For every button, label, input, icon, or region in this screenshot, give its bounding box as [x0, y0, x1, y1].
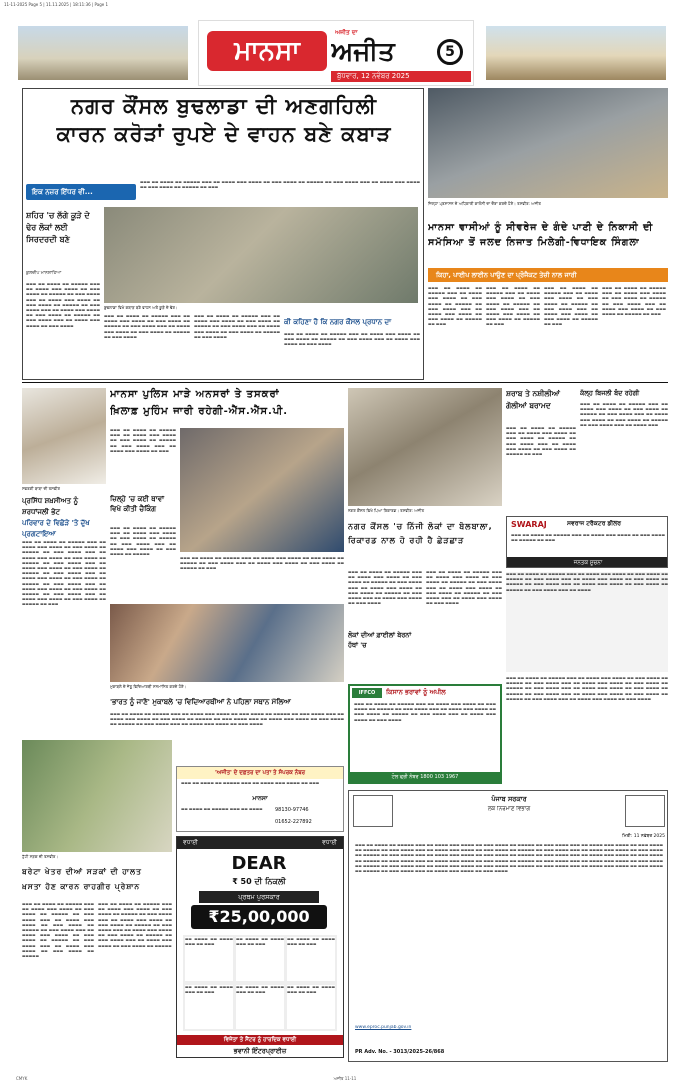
footer-left-mark: CMYK: [16, 1076, 28, 1081]
police-body-col-2: ▬▬▬ ▬▬ ▬▬▬▬ ▬▬ ▬▬▬▬▬ ▬▬▬ ▬▬ ▬▬▬▬ ▬▬▬ ▬▬▬▬ ▬▬ ▬▬▬ ▬▬▬▬ ▬▬ ▬▬▬▬▬ ▬▬ ▬▬▬ ▬▬▬▬ ▬▬▬ ▬▬ ▬▬▬▬ ▬▬▬ ▬▬▬▬ ▬▬ ▬▬▬ ▬▬▬▬ ▬▬ ▬▬▬▬▬: [110, 526, 176, 557]
page-number: 5: [437, 39, 463, 65]
competition-headline: 'ਭਾਰਤ ਨੂੰ ਜਾਣੋ' ਮੁਕਾਬਲੇ 'ਚ ਵਿਦਿਆਰਥੀਆਂ ਨੇ ਪਹਿਲਾ ਸਥਾਨ ਮੱਲਿਆ: [110, 698, 291, 706]
appeal-title: ਕਿਸਾਨ ਭਰਾਵਾਂ ਨੂੰ ਅਪੀਲ: [386, 688, 446, 696]
office-city: ਮਾਨਸਾ: [252, 795, 268, 802]
road-photo: [22, 740, 172, 852]
lead-body-col-2: ▬▬▬ ▬▬ ▬▬▬▬ ▬▬ ▬▬▬▬▬ ▬▬▬ ▬▬ ▬▬▬▬ ▬▬▬ ▬▬▬▬ ▬▬ ▬▬▬ ▬▬▬▬ ▬▬ ▬▬▬▬▬ ▬▬ ▬▬▬ ▬▬▬▬ ▬▬▬ ▬▬ ▬▬▬▬ ▬▬▬ ▬▬▬▬ ▬▬ ▬▬▬ ▬▬▬▬ ▬▬ ▬▬▬▬▬ ▬▬ ▬▬▬ ▬▬▬▬: [104, 314, 190, 339]
council-sub-headline: ਲੋਕਾਂ ਦੀਆਂ ਫ਼ਾਈਲਾਂ ਬੇਰਨਾਂ ਹੱਥਾਂ 'ਚ: [348, 630, 422, 654]
footer-center-mark: ਅਜੀਤ 11-11: [333, 1076, 357, 1081]
road-headline-line-2: ਖ਼ਸਤਾ ਹੋਣ ਕਾਰਨ ਰਾਹਗੀਰ ਪ੍ਰੇਸ਼ਾਨ: [22, 882, 141, 891]
lead-headline-line-1: ਨਗਰ ਕੌਂਸਲ ਬੁਢਲਾਡਾ ਦੀ ਅਣਗਹਿਲੀ: [71, 94, 377, 118]
appeal-body: ▬▬▬ ▬▬ ▬▬▬▬ ▬▬ ▬▬▬▬▬ ▬▬▬ ▬▬ ▬▬▬▬ ▬▬▬ ▬▬▬▬ ▬▬ ▬▬▬ ▬▬▬▬ ▬▬ ▬▬▬▬▬ ▬▬ ▬▬▬ ▬▬▬▬ ▬▬▬ ▬▬ ▬▬▬▬ ▬▬▬ ▬▬▬▬ ▬▬ ▬▬▬ ▬▬▬▬ ▬▬ ▬▬▬▬▬ ▬▬ ▬▬▬ ▬▬▬▬ ▬▬▬ ▬▬ ▬▬▬▬ ▬▬▬ ▬▬▬▬ ▬▬ ▬▬▬ ▬▬▬▬: [354, 702, 496, 722]
lottery-brand: DEAR: [231, 853, 287, 874]
obituary-headline: [22, 496, 106, 538]
notice-link[interactable]: www.eproc.punjab.gov.in: [355, 1025, 412, 1030]
road-body-col-1: ▬▬▬ ▬▬ ▬▬▬▬ ▬▬ ▬▬▬▬▬ ▬▬▬ ▬▬ ▬▬▬▬ ▬▬▬ ▬▬▬▬ ▬▬ ▬▬▬ ▬▬▬▬ ▬▬ ▬▬▬▬▬ ▬▬ ▬▬▬ ▬▬▬▬ ▬▬▬ ▬▬ ▬▬▬▬ ▬▬▬ ▬▬▬▬ ▬▬ ▬▬▬ ▬▬▬▬ ▬▬ ▬▬▬▬▬ ▬▬ ▬▬▬ ▬▬▬▬ ▬▬▬ ▬▬ ▬▬▬▬ ▬▬▬ ▬▬▬▬ ▬▬ ▬▬▬ ▬▬▬▬ ▬▬ ▬▬▬▬▬ ▬▬ ▬▬▬ ▬▬▬▬ ▬▬▬ ▬▬ ▬▬▬▬ ▬▬▬ ▬▬▬▬ ▬▬ ▬▬▬ ▬▬▬▬ ▬▬ ▬▬▬▬▬: [22, 902, 94, 959]
lottery-agency: ਭਵਾਨੀ ਇੰਟਰਪ੍ਰਾਈਜ਼: [233, 1047, 287, 1055]
appeal-logo: IFFCO: [352, 688, 382, 698]
office-box: [176, 766, 344, 832]
notice-footer: PR Adv. No. - 3013/2025-26/868: [355, 1049, 445, 1055]
paper-name: ਅਜੀਤ: [331, 37, 395, 67]
swaraj-strip: ਜਨਤਕ ਸੂਚਨਾ: [507, 557, 668, 568]
obituary-headline-main: ਪ੍ਰਸਿੱਧ ਸ਼ਖ਼ਸੀਅਤ ਨੂੰ ਸ਼ਰਧਾਂਜਲੀ ਭੇਟ: [22, 497, 78, 516]
council-photo-caption: ਨਗਰ ਕੌਂਸਲ ਵਿਖੇ ਪਿਆ ਰਿਕਾਰਡ। ਤਸਵੀਰ: ਅਜੀਤ: [348, 508, 425, 513]
council-photo: [348, 388, 502, 506]
lottery-winner-card: ▬▬ ▬▬▬▬ ▬▬ ▬▬▬▬ ▬▬▬ ▬▬ ▬▬▬: [236, 985, 284, 1029]
lead-tag: ਇਕ ਨਜ਼ਰ ਇੱਧਰ ਵੀ...: [26, 184, 136, 200]
sewerage-headline-line-1: ਮਾਨਸਾ ਵਾਸੀਆਂ ਨੂੰ ਸੀਵਰੇਜ ਦੇ ਗੰਦੇ ਪਾਣੀ ਦੇ ਨਿਕਾਸੀ ਦੀ: [428, 222, 654, 233]
obituary-headline-sub: ਪਰਿਵਾਰ ਦੇ ਵਿਛੋੜੇ 'ਤੇ ਦੁੱਖ ਪ੍ਰਗਟਾਇਆ: [22, 519, 90, 538]
notice-left-emblem: [353, 795, 393, 827]
police-headline-line-1: ਮਾਨਸਾ ਪੁਲਿਸ ਮਾੜੇ ਅਨਸਰਾਂ ਤੇ ਤਸਕਰਾਂ: [110, 389, 280, 400]
sewerage-photo: [428, 88, 668, 198]
sewerage-headline: [428, 220, 668, 264]
right-notice-body: ▬▬▬ ▬▬ ▬▬▬▬ ▬▬ ▬▬▬▬▬ ▬▬▬ ▬▬ ▬▬▬▬ ▬▬▬ ▬▬▬▬ ▬▬ ▬▬▬ ▬▬▬▬ ▬▬ ▬▬▬▬▬ ▬▬ ▬▬▬ ▬▬▬▬ ▬▬▬ ▬▬ ▬▬▬▬ ▬▬▬ ▬▬▬▬ ▬▬ ▬▬▬ ▬▬▬▬ ▬▬ ▬▬▬▬▬ ▬▬ ▬▬▬ ▬▬▬▬ ▬▬▬ ▬▬ ▬▬▬▬ ▬▬▬ ▬▬▬▬ ▬▬ ▬▬▬ ▬▬▬▬ ▬▬ ▬▬▬▬▬ ▬▬ ▬▬▬ ▬▬▬▬ ▬▬▬ ▬▬ ▬▬▬▬ ▬▬▬ ▬▬▬▬ ▬▬ ▬▬▬ ▬▬▬▬ ▬▬ ▬▬▬▬▬ ▬▬ ▬▬▬ ▬▬▬▬ ▬▬▬ ▬▬ ▬▬▬▬ ▬▬▬ ▬▬▬▬ ▬▬ ▬▬▬ ▬▬▬▬: [506, 676, 668, 701]
police-photo: [180, 428, 344, 552]
sewerage-photo-caption: ਜ਼ਿਲ੍ਹਾ ਪ੍ਰਸ਼ਾਸਨ ਦੇ ਅਧਿਕਾਰੀ ਕਾਲੋਨੀ ਦਾ ਦੌਰਾ ਕਰਦੇ ਹੋਏ। ਤਸਵੀਰ: ਅਜੀਤ: [428, 201, 541, 206]
lead-side-headline: ਸ਼ਹਿਰ 'ਚ ਲੱਗੇ ਕੂੜੇ ਦੇ ਢੇਰ ਲੋਕਾਂ ਲਈ ਸਿਰਦਰਦੀ ਬਣੇ: [26, 211, 90, 244]
public-notice: [348, 790, 668, 1062]
obituary-photo-caption: ਸਵਰਗੀ ਬਾਬਾ ਦੀ ਤਸਵੀਰ: [22, 486, 60, 491]
right-brief-headline: ਕੱਲ੍ਹ ਬਿਜਲੀ ਬੰਦ ਰਹੇਗੀ: [580, 389, 640, 397]
notice-right-emblem: [625, 795, 665, 827]
lottery-greeting-bar: [177, 837, 343, 849]
date-line: ਬੁੱਧਵਾਰ, 12 ਨਵੰਬਰ 2025: [331, 71, 471, 82]
lottery-winner-card: ▬▬ ▬▬▬▬ ▬▬ ▬▬▬▬ ▬▬▬ ▬▬ ▬▬▬: [287, 937, 335, 981]
lead-subhead: ਕੀ ਕਹਿਣਾ ਹੈ ਕਿ ਨਗਰ ਕੌਂਸਲ ਪ੍ਰਧਾਨ ਦਾ: [284, 318, 392, 326]
lottery-ad: [176, 836, 344, 1058]
council-headline-line-1: ਨਗਰ ਕੌਂਸਲ 'ਚ ਨਿੱਜੀ ਲੋਕਾਂ ਦਾ ਬੋਲਬਾਲਾ,: [348, 522, 493, 531]
lottery-winners-grid: [183, 935, 337, 1031]
notice-body: ▬▬▬ ▬▬ ▬▬▬▬ ▬▬ ▬▬▬▬▬ ▬▬▬ ▬▬ ▬▬▬▬ ▬▬▬ ▬▬▬▬ ▬▬ ▬▬▬ ▬▬▬▬ ▬▬ ▬▬▬▬▬ ▬▬ ▬▬▬ ▬▬▬▬ ▬▬▬ ▬▬ ▬▬▬▬ ▬▬▬ ▬▬▬▬ ▬▬ ▬▬▬ ▬▬▬▬ ▬▬ ▬▬▬▬▬ ▬▬ ▬▬▬ ▬▬▬▬ ▬▬▬ ▬▬ ▬▬▬▬ ▬▬▬ ▬▬▬▬ ▬▬ ▬▬▬ ▬▬▬▬ ▬▬ ▬▬▬▬▬ ▬▬ ▬▬▬ ▬▬▬▬ ▬▬▬ ▬▬ ▬▬▬▬ ▬▬▬ ▬▬▬▬ ▬▬ ▬▬▬ ▬▬▬▬ ▬▬ ▬▬▬▬▬ ▬▬ ▬▬▬ ▬▬▬▬ ▬▬▬ ▬▬ ▬▬▬▬ ▬▬▬ ▬▬▬▬ ▬▬ ▬▬▬ ▬▬▬▬ ▬▬ ▬▬▬▬▬ ▬▬ ▬▬▬ ▬▬▬▬ ▬▬▬ ▬▬ ▬▬▬▬ ▬▬▬ ▬▬▬▬ ▬▬ ▬▬▬ ▬▬▬▬ ▬▬ ▬▬▬▬▬ ▬▬ ▬▬▬ ▬▬▬▬ ▬▬▬ ▬▬ ▬▬▬▬ ▬▬▬ ▬▬▬▬ ▬▬ ▬▬▬ ▬▬▬▬ ▬▬ ▬▬▬▬▬ ▬▬ ▬▬▬ ▬▬▬▬ ▬▬▬ ▬▬ ▬▬▬▬ ▬▬▬ ▬▬▬▬ ▬▬ ▬▬▬ ▬▬▬▬ ▬▬ ▬▬▬▬▬ ▬▬ ▬▬▬ ▬▬▬▬ ▬▬▬ ▬▬ ▬▬▬▬ ▬▬▬ ▬▬▬▬ ▬▬ ▬▬▬ ▬▬▬▬ ▬▬ ▬▬▬▬▬ ▬▬ ▬▬▬ ▬▬▬▬ ▬▬▬ ▬▬ ▬▬▬▬ ▬▬▬ ▬▬▬▬ ▬▬ ▬▬▬ ▬▬▬▬ ▬▬ ▬▬▬▬▬ ▬▬ ▬▬▬ ▬▬▬▬ ▬▬▬ ▬▬ ▬▬▬▬ ▬▬▬ ▬▬▬▬ ▬▬ ▬▬▬ ▬▬▬▬: [355, 843, 663, 874]
competition-body: ▬▬▬ ▬▬ ▬▬▬▬ ▬▬ ▬▬▬▬▬ ▬▬▬ ▬▬ ▬▬▬▬ ▬▬▬ ▬▬▬▬ ▬▬ ▬▬▬ ▬▬▬▬ ▬▬ ▬▬▬▬▬ ▬▬ ▬▬▬ ▬▬▬▬ ▬▬▬ ▬▬ ▬▬▬▬ ▬▬▬ ▬▬▬▬ ▬▬ ▬▬▬ ▬▬▬▬ ▬▬ ▬▬▬▬▬ ▬▬ ▬▬▬ ▬▬▬▬ ▬▬▬ ▬▬ ▬▬▬▬ ▬▬▬ ▬▬▬▬ ▬▬ ▬▬▬ ▬▬▬▬ ▬▬ ▬▬▬▬▬ ▬▬ ▬▬▬ ▬▬▬▬ ▬▬▬ ▬▬ ▬▬▬▬ ▬▬▬ ▬▬▬▬ ▬▬ ▬▬▬ ▬▬▬▬: [110, 712, 344, 727]
swaraj-ad: [506, 516, 668, 568]
police-body-col-1: ▬▬▬ ▬▬ ▬▬▬▬ ▬▬ ▬▬▬▬▬ ▬▬▬ ▬▬ ▬▬▬▬ ▬▬▬ ▬▬▬▬ ▬▬ ▬▬▬ ▬▬▬▬ ▬▬ ▬▬▬▬▬ ▬▬ ▬▬▬ ▬▬▬▬ ▬▬▬ ▬▬ ▬▬▬▬ ▬▬▬ ▬▬▬▬ ▬▬ ▬▬▬: [110, 428, 176, 453]
swaraj-dealer: ਸਵਰਾਜ ਟਰੈਕਟਰ ਡੀਲਰ: [567, 520, 621, 527]
police-headline: [110, 386, 344, 426]
lead-body-col-4: ▬▬▬ ▬▬ ▬▬▬▬ ▬▬ ▬▬▬▬▬ ▬▬▬ ▬▬ ▬▬▬▬ ▬▬▬ ▬▬▬▬ ▬▬ ▬▬▬ ▬▬▬▬ ▬▬ ▬▬▬▬▬ ▬▬ ▬▬▬ ▬▬▬▬ ▬▬▬ ▬▬ ▬▬▬▬ ▬▬▬ ▬▬▬▬ ▬▬ ▬▬▬ ▬▬▬▬: [284, 332, 420, 347]
obituary-photo: [22, 388, 106, 484]
sewerage-body-col-2: ▬▬▬ ▬▬ ▬▬▬▬ ▬▬ ▬▬▬▬▬ ▬▬▬ ▬▬ ▬▬▬▬ ▬▬▬ ▬▬▬▬ ▬▬ ▬▬▬ ▬▬▬▬ ▬▬ ▬▬▬▬▬ ▬▬ ▬▬▬ ▬▬▬▬ ▬▬▬ ▬▬ ▬▬▬▬ ▬▬▬ ▬▬▬▬ ▬▬ ▬▬▬ ▬▬▬▬ ▬▬ ▬▬▬▬▬ ▬▬ ▬▬▬: [486, 286, 540, 327]
office-phone-1: 98130-97746: [275, 807, 309, 813]
road-headline: [22, 864, 172, 898]
right-body: ▬▬▬ ▬▬ ▬▬▬▬ ▬▬ ▬▬▬▬▬ ▬▬▬ ▬▬ ▬▬▬▬ ▬▬▬ ▬▬▬▬ ▬▬ ▬▬▬ ▬▬▬▬ ▬▬ ▬▬▬▬▬ ▬▬ ▬▬▬ ▬▬▬▬ ▬▬▬ ▬▬ ▬▬▬▬ ▬▬▬ ▬▬▬▬ ▬▬ ▬▬▬ ▬▬▬▬ ▬▬ ▬▬▬▬▬ ▬▬ ▬▬▬: [506, 426, 576, 457]
sewerage-body-col-4: ▬▬▬ ▬▬ ▬▬▬▬ ▬▬ ▬▬▬▬▬ ▬▬▬ ▬▬ ▬▬▬▬ ▬▬▬ ▬▬▬▬ ▬▬ ▬▬▬ ▬▬▬▬ ▬▬ ▬▬▬▬▬ ▬▬ ▬▬▬ ▬▬▬▬ ▬▬▬ ▬▬ ▬▬▬▬ ▬▬▬ ▬▬▬▬ ▬▬ ▬▬▬ ▬▬▬▬ ▬▬ ▬▬▬▬▬ ▬▬ ▬▬▬: [602, 286, 666, 317]
lead-body-col-3: ▬▬▬ ▬▬ ▬▬▬▬ ▬▬ ▬▬▬▬▬ ▬▬▬ ▬▬ ▬▬▬▬ ▬▬▬ ▬▬▬▬ ▬▬ ▬▬▬ ▬▬▬▬ ▬▬ ▬▬▬▬▬ ▬▬ ▬▬▬ ▬▬▬▬ ▬▬▬ ▬▬ ▬▬▬▬ ▬▬▬ ▬▬▬▬ ▬▬ ▬▬▬ ▬▬▬▬ ▬▬ ▬▬▬▬▬ ▬▬ ▬▬▬ ▬▬▬▬: [194, 314, 280, 339]
sewerage-body-col-3: ▬▬▬ ▬▬ ▬▬▬▬ ▬▬ ▬▬▬▬▬ ▬▬▬ ▬▬ ▬▬▬▬ ▬▬▬ ▬▬▬▬ ▬▬ ▬▬▬ ▬▬▬▬ ▬▬ ▬▬▬▬▬ ▬▬ ▬▬▬ ▬▬▬▬ ▬▬▬ ▬▬ ▬▬▬▬ ▬▬▬ ▬▬▬▬ ▬▬ ▬▬▬ ▬▬▬▬ ▬▬ ▬▬▬▬▬ ▬▬ ▬▬▬: [544, 286, 598, 327]
council-body-col-2: ▬▬▬ ▬▬ ▬▬▬▬ ▬▬ ▬▬▬▬▬ ▬▬▬ ▬▬ ▬▬▬▬ ▬▬▬ ▬▬▬▬ ▬▬ ▬▬▬ ▬▬▬▬ ▬▬ ▬▬▬▬▬ ▬▬ ▬▬▬ ▬▬▬▬ ▬▬▬ ▬▬ ▬▬▬▬ ▬▬▬ ▬▬▬▬ ▬▬ ▬▬▬ ▬▬▬▬ ▬▬ ▬▬▬▬▬ ▬▬ ▬▬▬ ▬▬▬▬ ▬▬▬ ▬▬ ▬▬▬▬ ▬▬▬ ▬▬▬▬ ▬▬ ▬▬▬ ▬▬▬▬: [426, 570, 502, 606]
lottery-greeting-left: ਵਧਾਈ: [183, 839, 198, 846]
council-headline: [348, 520, 502, 568]
paper-prefix: ਅਜੀਤ ਦਾ: [335, 29, 358, 36]
council-headline-line-2: ਰਿਕਾਰਡ ਨਾਲ ਹੋ ਰਹੀ ਹੈ ਛੇੜਛਾੜ: [348, 536, 465, 545]
masthead-panel: [198, 20, 474, 86]
sewerage-body-col-1: ▬▬▬ ▬▬ ▬▬▬▬ ▬▬ ▬▬▬▬▬ ▬▬▬ ▬▬ ▬▬▬▬ ▬▬▬ ▬▬▬▬ ▬▬ ▬▬▬ ▬▬▬▬ ▬▬ ▬▬▬▬▬ ▬▬ ▬▬▬ ▬▬▬▬ ▬▬▬ ▬▬ ▬▬▬▬ ▬▬▬ ▬▬▬▬ ▬▬ ▬▬▬ ▬▬▬▬ ▬▬ ▬▬▬▬▬ ▬▬ ▬▬▬: [428, 286, 482, 327]
lottery-footer: ਵਿਜੇਤਾ ਤੇ ਸੈਂਟਰ ਨੂੰ ਹਾਰਦਿਕ ਵਧਾਈ: [177, 1035, 343, 1045]
masthead-left-photo: [18, 26, 188, 80]
office-address: ▬▬ ▬▬▬▬ ▬▬ ▬▬▬▬▬ ▬▬▬ ▬▬ ▬▬▬▬: [181, 807, 263, 811]
lottery-winner-card: ▬▬ ▬▬▬▬ ▬▬ ▬▬▬▬ ▬▬▬ ▬▬ ▬▬▬: [287, 985, 335, 1029]
police-body-col-3: ▬▬▬ ▬▬ ▬▬▬▬ ▬▬ ▬▬▬▬▬ ▬▬▬ ▬▬ ▬▬▬▬ ▬▬▬ ▬▬▬▬ ▬▬ ▬▬▬ ▬▬▬▬ ▬▬ ▬▬▬▬▬ ▬▬ ▬▬▬ ▬▬▬▬ ▬▬▬ ▬▬ ▬▬▬▬ ▬▬▬ ▬▬▬▬ ▬▬ ▬▬▬ ▬▬▬▬ ▬▬ ▬▬▬▬▬ ▬▬ ▬▬▬: [180, 556, 344, 571]
council-body-col-1: ▬▬▬ ▬▬ ▬▬▬▬ ▬▬ ▬▬▬▬▬ ▬▬▬ ▬▬ ▬▬▬▬ ▬▬▬ ▬▬▬▬ ▬▬ ▬▬▬ ▬▬▬▬ ▬▬ ▬▬▬▬▬ ▬▬ ▬▬▬ ▬▬▬▬ ▬▬▬ ▬▬ ▬▬▬▬ ▬▬▬ ▬▬▬▬ ▬▬ ▬▬▬ ▬▬▬▬ ▬▬ ▬▬▬▬▬ ▬▬ ▬▬▬ ▬▬▬▬ ▬▬▬ ▬▬ ▬▬▬▬ ▬▬▬ ▬▬▬▬ ▬▬ ▬▬▬ ▬▬▬▬: [348, 570, 422, 606]
swaraj-ad-text: ▬▬▬ ▬▬ ▬▬▬▬ ▬▬ ▬▬▬▬▬ ▬▬▬ ▬▬ ▬▬▬▬ ▬▬▬ ▬▬▬▬ ▬▬ ▬▬▬ ▬▬▬▬ ▬▬ ▬▬▬▬▬ ▬▬ ▬▬▬: [511, 533, 665, 543]
lead-byline: ਕੁਲਦੀਪ ਮਾਨਸ਼ਾਹਿਆ: [26, 271, 62, 276]
lottery-price-line: ₹ 50 ਦੀ ਨਿਕਲੀ: [232, 877, 286, 886]
lead-story-frame: [22, 88, 424, 380]
police-headline-line-2: ਖ਼ਿਲਾਫ਼ ਮੁਹਿੰਮ ਜਾਰੀ ਰਹੇਗੀ-ਐੱਸ.ਐੱਸ.ਪੀ.: [110, 406, 289, 417]
road-body-col-2: ▬▬▬ ▬▬ ▬▬▬▬ ▬▬ ▬▬▬▬▬ ▬▬▬ ▬▬ ▬▬▬▬ ▬▬▬ ▬▬▬▬ ▬▬ ▬▬▬ ▬▬▬▬ ▬▬ ▬▬▬▬▬ ▬▬ ▬▬▬ ▬▬▬▬ ▬▬▬ ▬▬ ▬▬▬▬ ▬▬▬ ▬▬▬▬ ▬▬ ▬▬▬ ▬▬▬▬ ▬▬ ▬▬▬▬▬ ▬▬ ▬▬▬ ▬▬▬▬ ▬▬▬ ▬▬ ▬▬▬▬ ▬▬▬ ▬▬▬▬ ▬▬ ▬▬▬ ▬▬▬▬ ▬▬ ▬▬▬▬▬ ▬▬ ▬▬▬ ▬▬▬▬ ▬▬▬ ▬▬ ▬▬▬▬ ▬▬▬ ▬▬▬▬ ▬▬ ▬▬▬ ▬▬▬▬ ▬▬ ▬▬▬▬▬: [98, 902, 172, 948]
notice-subtitle: ਲੋਕ ਨਿਰਮਾਣ ਵਿਭਾਗ: [487, 806, 531, 812]
right-headline: ਸ਼ਰਾਬ ਤੇ ਨਸ਼ੀਲੀਆਂ ਗੋਲੀਆਂ ਬਰਾਮਦ: [506, 389, 560, 410]
section-divider: [22, 382, 668, 383]
masthead-right-photo: [486, 26, 666, 80]
lead-body-col-1: ▬▬▬ ▬▬ ▬▬▬▬ ▬▬ ▬▬▬▬▬ ▬▬▬ ▬▬ ▬▬▬▬ ▬▬▬ ▬▬▬▬ ▬▬ ▬▬▬ ▬▬▬▬ ▬▬ ▬▬▬▬▬ ▬▬ ▬▬▬ ▬▬▬▬ ▬▬▬ ▬▬ ▬▬▬▬ ▬▬▬ ▬▬▬▬ ▬▬ ▬▬▬ ▬▬▬▬ ▬▬ ▬▬▬▬▬ ▬▬ ▬▬▬ ▬▬▬▬ ▬▬▬ ▬▬ ▬▬▬▬ ▬▬▬ ▬▬▬▬ ▬▬ ▬▬▬ ▬▬▬▬ ▬▬ ▬▬▬▬▬ ▬▬ ▬▬▬ ▬▬▬▬ ▬▬▬ ▬▬ ▬▬▬▬ ▬▬▬ ▬▬▬▬ ▬▬ ▬▬▬ ▬▬▬▬: [26, 282, 100, 328]
notice-title: ਪੰਜਾਬ ਸਰਕਾਰ: [491, 795, 527, 803]
right-brief-body: ▬▬▬ ▬▬ ▬▬▬▬ ▬▬ ▬▬▬▬▬ ▬▬▬ ▬▬ ▬▬▬▬ ▬▬▬ ▬▬▬▬ ▬▬ ▬▬▬ ▬▬▬▬ ▬▬ ▬▬▬▬▬ ▬▬ ▬▬▬ ▬▬▬▬ ▬▬▬ ▬▬ ▬▬▬▬ ▬▬▬ ▬▬▬▬ ▬▬ ▬▬▬ ▬▬▬▬ ▬▬ ▬▬▬▬▬ ▬▬ ▬▬▬ ▬▬▬▬ ▬▬▬ ▬▬ ▬▬▬▬ ▬▬▬: [580, 402, 668, 427]
police-sub-headline: ਜ਼ਿਲ੍ਹੇ 'ਚ ਕਈ ਥਾਵਾਂ ਵਿਖੇ ਕੀਤੀ ਚੈਕਿੰਗ: [110, 495, 165, 513]
lottery-greeting-right: ਵਧਾਈ: [322, 839, 337, 846]
appeal-footer: ਟੋਲ ਫ੍ਰੀ ਨੰਬਰ 1800 103 1967: [350, 772, 500, 782]
obituary-body: ▬▬▬ ▬▬ ▬▬▬▬ ▬▬ ▬▬▬▬▬ ▬▬▬ ▬▬ ▬▬▬▬ ▬▬▬ ▬▬▬▬ ▬▬ ▬▬▬ ▬▬▬▬ ▬▬ ▬▬▬▬▬ ▬▬ ▬▬▬ ▬▬▬▬ ▬▬▬ ▬▬ ▬▬▬▬ ▬▬▬ ▬▬▬▬ ▬▬ ▬▬▬ ▬▬▬▬ ▬▬ ▬▬▬▬▬ ▬▬ ▬▬▬ ▬▬▬▬ ▬▬▬ ▬▬ ▬▬▬▬ ▬▬▬ ▬▬▬▬ ▬▬ ▬▬▬ ▬▬▬▬ ▬▬ ▬▬▬▬▬ ▬▬ ▬▬▬ ▬▬▬▬ ▬▬▬ ▬▬ ▬▬▬▬ ▬▬▬ ▬▬▬▬ ▬▬ ▬▬▬ ▬▬▬▬ ▬▬ ▬▬▬▬▬ ▬▬ ▬▬▬ ▬▬▬▬ ▬▬▬ ▬▬ ▬▬▬▬ ▬▬▬ ▬▬▬▬ ▬▬ ▬▬▬ ▬▬▬▬ ▬▬ ▬▬▬▬▬ ▬▬ ▬▬▬ ▬▬▬▬ ▬▬▬ ▬▬ ▬▬▬▬ ▬▬▬ ▬▬▬▬ ▬▬ ▬▬▬ ▬▬▬▬ ▬▬ ▬▬▬▬▬ ▬▬ ▬▬▬: [22, 540, 106, 607]
competition-photo: [110, 604, 344, 682]
competition-photo-caption: ਮੁਕਾਬਲੇ ਦੇ ਜੇਤੂ ਵਿਦਿਆਰਥੀ ਸਨਮਾਨਿਤ ਕਰਦੇ ਹੋਏ।: [110, 684, 187, 689]
office-title: 'ਅਜੀਤ' ਦੇ ਦਫ਼ਤਰ ਦਾ ਪਤਾ ਤੇ ਸੰਪਰਕ ਨੰਬਰ: [177, 767, 343, 779]
print-slug: 11-11-2025 Page 5 | 11.11.2025 | 18:11:36 | Page 1: [4, 2, 109, 7]
office-phone-2: 01652-227892: [275, 819, 312, 825]
lottery-prize-amount: ₹25,00,000: [191, 905, 327, 929]
office-intro: ▬▬▬ ▬▬ ▬▬▬▬ ▬▬ ▬▬▬▬▬ ▬▬▬ ▬▬ ▬▬▬▬ ▬▬▬ ▬▬▬▬ ▬▬ ▬▬▬: [181, 781, 320, 785]
lottery-prize-label: ਪ੍ਰਥਮ ਪੁਰਸਕਾਰ: [199, 891, 319, 903]
appeal-box: [348, 684, 502, 784]
road-photo-caption: ਟੁੱਟੀ ਸੜਕ ਦੀ ਤਸਵੀਰ।: [22, 854, 59, 859]
section-name: ਮਾਨਸਾ: [207, 31, 327, 71]
lead-intro-text: ▬▬▬ ▬▬ ▬▬▬▬ ▬▬ ▬▬▬▬▬ ▬▬▬ ▬▬ ▬▬▬▬ ▬▬▬ ▬▬▬▬ ▬▬ ▬▬▬ ▬▬▬▬ ▬▬ ▬▬▬▬▬ ▬▬ ▬▬▬ ▬▬▬▬ ▬▬▬ ▬▬ ▬▬▬▬ ▬▬▬ ▬▬▬▬ ▬▬ ▬▬▬ ▬▬▬▬ ▬▬ ▬▬▬▬▬ ▬▬ ▬▬▬: [140, 180, 420, 190]
notice-table-area: ▬▬▬ ▬▬ ▬▬▬▬ ▬▬ ▬▬▬▬▬ ▬▬▬ ▬▬ ▬▬▬▬ ▬▬▬ ▬▬▬▬ ▬▬ ▬▬▬ ▬▬▬▬ ▬▬ ▬▬▬▬▬ ▬▬ ▬▬▬ ▬▬▬▬ ▬▬▬ ▬▬ ▬▬▬▬ ▬▬▬ ▬▬▬▬ ▬▬ ▬▬▬ ▬▬▬▬ ▬▬ ▬▬▬▬▬ ▬▬ ▬▬▬ ▬▬▬▬ ▬▬▬ ▬▬ ▬▬▬▬ ▬▬▬ ▬▬▬▬ ▬▬ ▬▬▬ ▬▬▬▬ ▬▬ ▬▬▬▬▬ ▬▬ ▬▬▬ ▬▬▬▬ ▬▬▬ ▬▬ ▬▬▬▬: [506, 572, 668, 672]
sewerage-headline-line-2: ਸਮੱਸਿਆ ਤੋਂ ਜਲਦ ਨਿਜਾਤ ਮਿਲੇਗੀ-ਵਿਧਾਇਕ ਸਿੰਗਲਾ: [428, 237, 640, 248]
sewerage-badge: ਕਿਹਾ, ਪਾਈਪ ਲਾਈਨ ਪਾਉਣ ਦਾ ਪ੍ਰੋਜੈਕਟ ਤੇਜ਼ੀ ਨਾਲ ਜਾਰੀ: [428, 268, 668, 282]
swaraj-brand: SWARAJ: [511, 520, 547, 529]
lead-photo-caption: ਬੁਢਲਾਡਾ ਵਿਖੇ ਕਬਾੜ ਬਣੇ ਵਾਹਨ ਅਤੇ ਕੂੜੇ ਦੇ ਢੇਰ।: [104, 305, 178, 310]
lottery-winner-card: ▬▬ ▬▬▬▬ ▬▬ ▬▬▬▬ ▬▬▬ ▬▬ ▬▬▬: [236, 937, 284, 981]
notice-date: ਮਿਤੀ: 11 ਨਵੰਬਰ 2025: [622, 834, 665, 839]
lottery-winner-card: ▬▬ ▬▬▬▬ ▬▬ ▬▬▬▬ ▬▬▬ ▬▬ ▬▬▬: [185, 985, 233, 1029]
lottery-winner-card: ▬▬ ▬▬▬▬ ▬▬ ▬▬▬▬ ▬▬▬ ▬▬ ▬▬▬: [185, 937, 233, 981]
lead-headline-line-2: ਕਾਰਨ ਕਰੋੜਾਂ ਰੁਪਏ ਦੇ ਵਾਹਨ ਬਣੇ ਕਬਾੜ: [56, 122, 392, 146]
road-headline-line-1: ਬਰੇਟਾ ਖੇਤਰ ਦੀਆਂ ਸੜਕਾਂ ਦੀ ਹਾਲਤ: [22, 867, 142, 876]
